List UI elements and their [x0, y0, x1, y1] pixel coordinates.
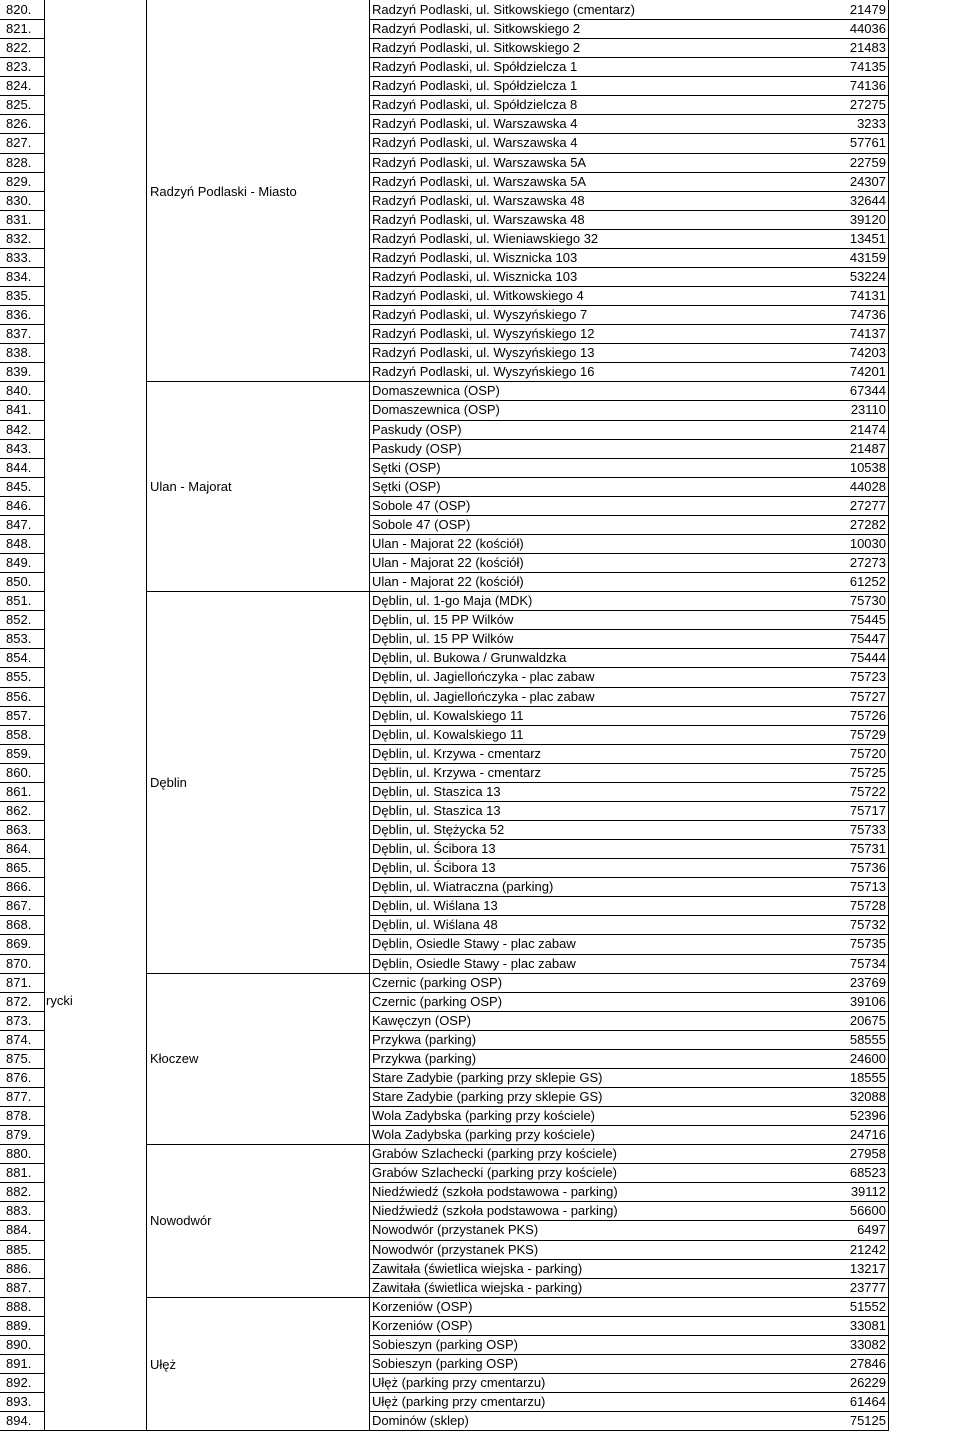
row-address: Sętki (OSP) — [372, 459, 441, 475]
row-number: 826. — [6, 116, 32, 132]
row-address: Radzyń Podlaski, ul. Warszawska 48 — [372, 211, 585, 227]
row-number: 855. — [6, 669, 32, 685]
row-code: 33082 — [849, 1336, 886, 1352]
row-number: 846. — [6, 497, 32, 513]
row-address: Korzeniów (OSP) — [372, 1317, 473, 1333]
row-address: Dęblin, ul. Ścibora 13 — [372, 841, 496, 857]
row-number: 820. — [6, 2, 32, 17]
row-number: 823. — [6, 59, 32, 75]
row-code: 61464 — [849, 1394, 886, 1410]
row-number: 880. — [6, 1146, 32, 1162]
row-code: 21479 — [849, 2, 886, 17]
row-code: 53224 — [849, 268, 886, 284]
row-number: 874. — [6, 1031, 32, 1047]
row-number: 827. — [6, 135, 32, 151]
row-address: Sobole 47 (OSP) — [372, 497, 471, 513]
row-number: 834. — [6, 268, 32, 284]
row-address: Grabów Szlachecki (parking przy kościele) — [372, 1146, 617, 1162]
row-number: 890. — [6, 1336, 32, 1352]
group-label: Ulan - Majorat — [150, 479, 232, 495]
row-address: Dęblin, ul. 15 PP Wilków — [372, 631, 514, 647]
row-code: 44036 — [849, 21, 886, 37]
row-code: 75734 — [849, 955, 886, 971]
row-code: 68523 — [849, 1165, 886, 1181]
row-address: Dęblin, ul. Staszica 13 — [372, 802, 501, 818]
group-label: Nowodwór — [150, 1213, 212, 1229]
group-divider — [146, 591, 370, 592]
row-number: 883. — [6, 1203, 32, 1219]
row-address: Sętki (OSP) — [372, 478, 441, 494]
row-number: 833. — [6, 249, 32, 265]
row-address: Ułęż (parking przy cmentarzu) — [372, 1375, 546, 1391]
row-code: 23769 — [849, 974, 886, 990]
row-code: 24600 — [849, 1050, 886, 1066]
row-address: Stare Zadybie (parking przy sklepie GS) — [372, 1069, 603, 1085]
row-number: 831. — [6, 211, 32, 227]
row-address: Radzyń Podlaski, ul. Wisznicka 103 — [372, 249, 578, 265]
row-address: Sobieszyn (parking OSP) — [372, 1355, 518, 1371]
row-code: 21487 — [849, 440, 886, 456]
row-address: Dominów (sklep) — [372, 1413, 469, 1429]
group-divider — [146, 381, 370, 382]
row-code: 75733 — [849, 822, 886, 837]
group-divider — [146, 1297, 370, 1298]
row-number: 854. — [6, 650, 32, 666]
row-number: 875. — [6, 1050, 32, 1066]
row-address: Dęblin, ul. Wiatraczna (parking) — [372, 879, 554, 895]
row-number: 878. — [6, 1108, 32, 1124]
row-code: 75729 — [849, 726, 886, 742]
row-code: 24716 — [849, 1127, 886, 1143]
row-number: 853. — [6, 631, 32, 647]
row-address: Sobole 47 (OSP) — [372, 516, 471, 532]
row-address: Radzyń Podlaski, ul. Warszawska 5A — [372, 173, 587, 189]
row-number: 841. — [6, 402, 32, 418]
row-address: Stare Zadybie (parking przy sklepie GS) — [372, 1088, 603, 1104]
row-code: 32088 — [849, 1088, 886, 1104]
row-number: 847. — [6, 516, 32, 532]
row-code: 13217 — [849, 1260, 886, 1276]
group-label: Radzyń Podlaski - Miasto — [150, 183, 297, 199]
row-number: 888. — [6, 1298, 32, 1314]
grid-vline — [146, 0, 147, 1431]
row-number: 893. — [6, 1394, 32, 1410]
row-code: 21483 — [849, 40, 886, 56]
row-code: 75713 — [849, 879, 886, 895]
row-code: 27277 — [849, 497, 886, 513]
row-number: 871. — [6, 974, 32, 990]
row-number: 860. — [6, 764, 32, 780]
row-number: 869. — [6, 936, 32, 952]
row-number: 861. — [6, 783, 32, 799]
row-code: 56600 — [849, 1203, 886, 1219]
row-address: Dęblin, Osiedle Stawy - plac zabaw — [372, 936, 576, 952]
row-code: 74131 — [849, 288, 886, 304]
row-code: 61252 — [849, 574, 886, 590]
row-number: 849. — [6, 555, 32, 571]
row-code: 75717 — [849, 802, 886, 818]
row-code: 75445 — [849, 612, 886, 628]
row-address: Radzyń Podlaski, ul. Witkowskiego 4 — [372, 288, 584, 304]
row-number: 858. — [6, 726, 32, 742]
row-code: 75722 — [849, 783, 886, 799]
row-address: Czernic (parking OSP) — [372, 993, 503, 1009]
row-number: 859. — [6, 745, 32, 761]
row-number: 851. — [6, 593, 32, 609]
row-code: 27282 — [849, 516, 886, 532]
row-number: 850. — [6, 574, 32, 590]
row-address: Wola Zadybska (parking przy kościele) — [372, 1108, 596, 1124]
row-number: 830. — [6, 192, 32, 208]
row-number: 821. — [6, 21, 32, 37]
row-address: Dęblin, ul. Krzywa - cmentarz — [372, 745, 542, 761]
grid-vline — [44, 0, 45, 1431]
row-code: 75735 — [849, 936, 886, 952]
row-address: Dęblin, ul. Jagiellończyka - plac zabaw — [372, 669, 595, 685]
row-number: 879. — [6, 1127, 32, 1143]
row-code: 39106 — [849, 993, 886, 1009]
row-code: 23110 — [850, 402, 886, 418]
row-code: 75731 — [849, 841, 886, 857]
row-number: 825. — [6, 97, 32, 113]
row-number: 885. — [6, 1241, 32, 1257]
row-address: Dęblin, ul. Bukowa / Grunwaldzka — [372, 650, 567, 666]
row-code: 23777 — [849, 1279, 886, 1295]
row-code: 74135 — [849, 59, 886, 75]
row-address: Dęblin, ul. Krzywa - cmentarz — [372, 764, 542, 780]
row-code: 27275 — [849, 97, 886, 113]
row-code: 18555 — [849, 1069, 886, 1085]
row-address: Domaszewnica (OSP) — [372, 383, 500, 399]
row-code: 52396 — [849, 1108, 886, 1124]
row-address: Czernic (parking OSP) — [372, 974, 503, 990]
row-code: 32644 — [849, 192, 886, 208]
row-number: 866. — [6, 879, 32, 895]
row-address: Paskudy (OSP) — [372, 440, 462, 456]
row-code: 67344 — [849, 383, 886, 399]
row-address: Radzyń Podlaski, ul. Warszawska 5A — [372, 154, 587, 170]
row-code: 27846 — [849, 1355, 886, 1371]
row-code: 75723 — [849, 669, 886, 685]
row-address: Radzyń Podlaski, ul. Warszawska 48 — [372, 192, 585, 208]
row-code: 75725 — [849, 764, 886, 780]
row-address: Korzeniów (OSP) — [372, 1298, 473, 1314]
row-code: 10030 — [849, 535, 886, 551]
row-address: Radzyń Podlaski, ul. Wieniawskiego 32 — [372, 230, 599, 246]
row-number: 894. — [6, 1413, 32, 1429]
row-number: 884. — [6, 1222, 32, 1238]
group-label: Ułęż — [150, 1356, 177, 1372]
row-number: 837. — [6, 326, 32, 342]
region-label: rycki — [46, 992, 73, 1008]
row-number: 832. — [6, 230, 32, 246]
row-number: 870. — [6, 955, 32, 971]
row-number: 868. — [6, 917, 32, 933]
row-number: 828. — [6, 154, 32, 170]
row-code: 51552 — [849, 1298, 886, 1314]
row-address: Niedźwiedź (szkoła podstawowa - parking) — [372, 1203, 618, 1219]
row-address: Radzyń Podlaski, ul. Warszawska 4 — [372, 116, 578, 132]
row-number: 863. — [6, 822, 32, 837]
row-code: 44028 — [849, 478, 886, 494]
row-address: Ułęż (parking przy cmentarzu) — [372, 1394, 546, 1410]
row-address: Dęblin, ul. Stężycka 52 — [372, 822, 505, 837]
row-number: 889. — [6, 1317, 32, 1333]
row-address: Ulan - Majorat 22 (kościół) — [372, 555, 524, 571]
row-divider — [0, 1430, 44, 1431]
row-number: 848. — [6, 535, 32, 551]
row-code: 20675 — [849, 1012, 886, 1028]
row-code: 75447 — [849, 631, 886, 647]
row-address: Dęblin, ul. Wiślana 48 — [372, 917, 498, 933]
row-code: 43159 — [849, 249, 886, 265]
row-number: 822. — [6, 40, 32, 56]
row-code: 74203 — [849, 345, 886, 361]
row-number: 843. — [6, 440, 32, 456]
row-code: 75720 — [849, 745, 886, 761]
row-address: Dęblin, Osiedle Stawy - plac zabaw — [372, 955, 576, 971]
row-number: 864. — [6, 841, 32, 857]
row-address: Przykwa (parking) — [372, 1031, 477, 1047]
row-code: 75732 — [849, 917, 886, 933]
row-address: Niedźwiedź (szkoła podstawowa - parking) — [372, 1184, 618, 1200]
row-number: 856. — [6, 688, 32, 704]
row-address: Wola Zadybska (parking przy kościele) — [372, 1127, 596, 1143]
row-code: 39112 — [850, 1184, 886, 1200]
row-address: Radzyń Podlaski, ul. Warszawska 4 — [372, 135, 578, 151]
row-code: 75726 — [849, 707, 886, 723]
row-number: 829. — [6, 173, 32, 189]
row-address: Domaszewnica (OSP) — [372, 402, 500, 418]
row-number: 886. — [6, 1260, 32, 1276]
row-number: 891. — [6, 1355, 32, 1371]
row-address: Dęblin, ul. 1-go Maja (MDK) — [372, 593, 533, 609]
group-label: Dęblin — [150, 774, 187, 790]
row-code: 75730 — [849, 593, 886, 609]
row-address: Radzyń Podlaski, ul. Wisznicka 103 — [372, 268, 578, 284]
row-number: 882. — [6, 1184, 32, 1200]
row-number: 844. — [6, 459, 32, 475]
row-address: Dęblin, ul. Kowalskiego 11 — [372, 726, 524, 742]
row-code: 6497 — [857, 1222, 886, 1238]
row-address: Dęblin, ul. 15 PP Wilków — [372, 612, 514, 628]
row-number: 857. — [6, 707, 32, 723]
row-number: 835. — [6, 288, 32, 304]
row-address: Radzyń Podlaski, ul. Sitkowskiego 2 — [372, 40, 581, 56]
row-number: 845. — [6, 478, 32, 494]
row-code: 74736 — [849, 307, 886, 323]
row-address: Kawęczyn (OSP) — [372, 1012, 471, 1028]
row-number: 873. — [6, 1012, 32, 1028]
row-number: 838. — [6, 345, 32, 361]
row-address: Nowodwór (przystanek PKS) — [372, 1222, 539, 1238]
row-code: 75444 — [849, 650, 886, 666]
row-address: Radzyń Podlaski, ul. Spółdzielcza 8 — [372, 97, 578, 113]
row-address: Ulan - Majorat 22 (kościół) — [372, 574, 524, 590]
row-code: 24307 — [849, 173, 886, 189]
row-code: 33081 — [849, 1317, 886, 1333]
row-number: 824. — [6, 78, 32, 94]
row-code: 21242 — [849, 1241, 886, 1257]
row-number: 892. — [6, 1375, 32, 1391]
row-address: Paskudy (OSP) — [372, 421, 462, 437]
row-code: 57761 — [849, 135, 886, 151]
row-number: 887. — [6, 1279, 32, 1295]
row-code: 27958 — [849, 1146, 886, 1162]
row-number: 836. — [6, 307, 32, 323]
group-divider — [146, 1144, 370, 1145]
row-code: 75125 — [849, 1413, 886, 1429]
row-code: 22759 — [849, 154, 886, 170]
row-code: 74136 — [849, 78, 886, 94]
row-address: Zawitała (świetlica wiejska - parking) — [372, 1260, 583, 1276]
row-number: 877. — [6, 1088, 32, 1104]
row-address: Dęblin, ul. Wiślana 13 — [372, 898, 498, 914]
row-number: 865. — [6, 860, 32, 876]
row-code: 26229 — [849, 1375, 886, 1391]
row-address: Dęblin, ul. Kowalskiego 11 — [372, 707, 524, 723]
row-code: 74201 — [849, 364, 886, 380]
row-number: 842. — [6, 421, 32, 437]
row-address: Dęblin, ul. Ścibora 13 — [372, 860, 496, 876]
row-address: Ulan - Majorat 22 (kościół) — [372, 535, 524, 551]
row-address: Radzyń Podlaski, ul. Wyszyńskiego 13 — [372, 345, 595, 361]
group-label: Kłoczew — [150, 1051, 199, 1067]
row-number: 876. — [6, 1069, 32, 1085]
row-address: Radzyń Podlaski, ul. Sitkowskiego 2 — [372, 21, 581, 37]
row-address: Sobieszyn (parking OSP) — [372, 1336, 518, 1352]
row-address: Radzyń Podlaski, ul. Spółdzielcza 1 — [372, 59, 578, 75]
row-code: 58555 — [849, 1031, 886, 1047]
row-address: Dęblin, ul. Jagiellończyka - plac zabaw — [372, 688, 595, 704]
row-address: Radzyń Podlaski, ul. Wyszyńskiego 12 — [372, 326, 595, 342]
row-address: Radzyń Podlaski, ul. Wyszyńskiego 7 — [372, 307, 588, 323]
row-number: 862. — [6, 802, 32, 818]
grid-vline — [888, 0, 889, 1431]
row-divider — [369, 1430, 889, 1431]
row-number: 852. — [6, 612, 32, 628]
row-address: Zawitała (świetlica wiejska - parking) — [372, 1279, 583, 1295]
row-code: 27273 — [849, 555, 886, 571]
row-code: 10538 — [849, 459, 886, 475]
row-number: 867. — [6, 898, 32, 914]
row-address: Dęblin, ul. Staszica 13 — [372, 783, 501, 799]
row-address: Grabów Szlachecki (parking przy kościele) — [372, 1165, 617, 1181]
row-number: 840. — [6, 383, 32, 399]
row-code: 3233 — [857, 116, 886, 132]
row-address: Nowodwór (przystanek PKS) — [372, 1241, 539, 1257]
group-divider — [146, 973, 370, 974]
table-bottom-border — [44, 1430, 370, 1431]
row-number: 839. — [6, 364, 32, 380]
row-number: 872. — [6, 993, 32, 1009]
row-code: 75727 — [849, 688, 886, 704]
row-address: Radzyń Podlaski, ul. Wyszyńskiego 16 — [372, 364, 595, 380]
row-code: 13451 — [849, 230, 886, 246]
row-address: Radzyń Podlaski, ul. Sitkowskiego (cmentarz) — [372, 2, 635, 17]
row-address: Radzyń Podlaski, ul. Spółdzielcza 1 — [372, 78, 578, 94]
row-code: 74137 — [849, 326, 886, 342]
row-code: 21474 — [849, 421, 886, 437]
row-code: 39120 — [849, 211, 886, 227]
grid-vline — [369, 0, 370, 1431]
row-code: 75736 — [849, 860, 886, 876]
row-code: 75728 — [849, 898, 886, 914]
row-address: Przykwa (parking) — [372, 1050, 477, 1066]
row-number: 881. — [6, 1165, 32, 1181]
